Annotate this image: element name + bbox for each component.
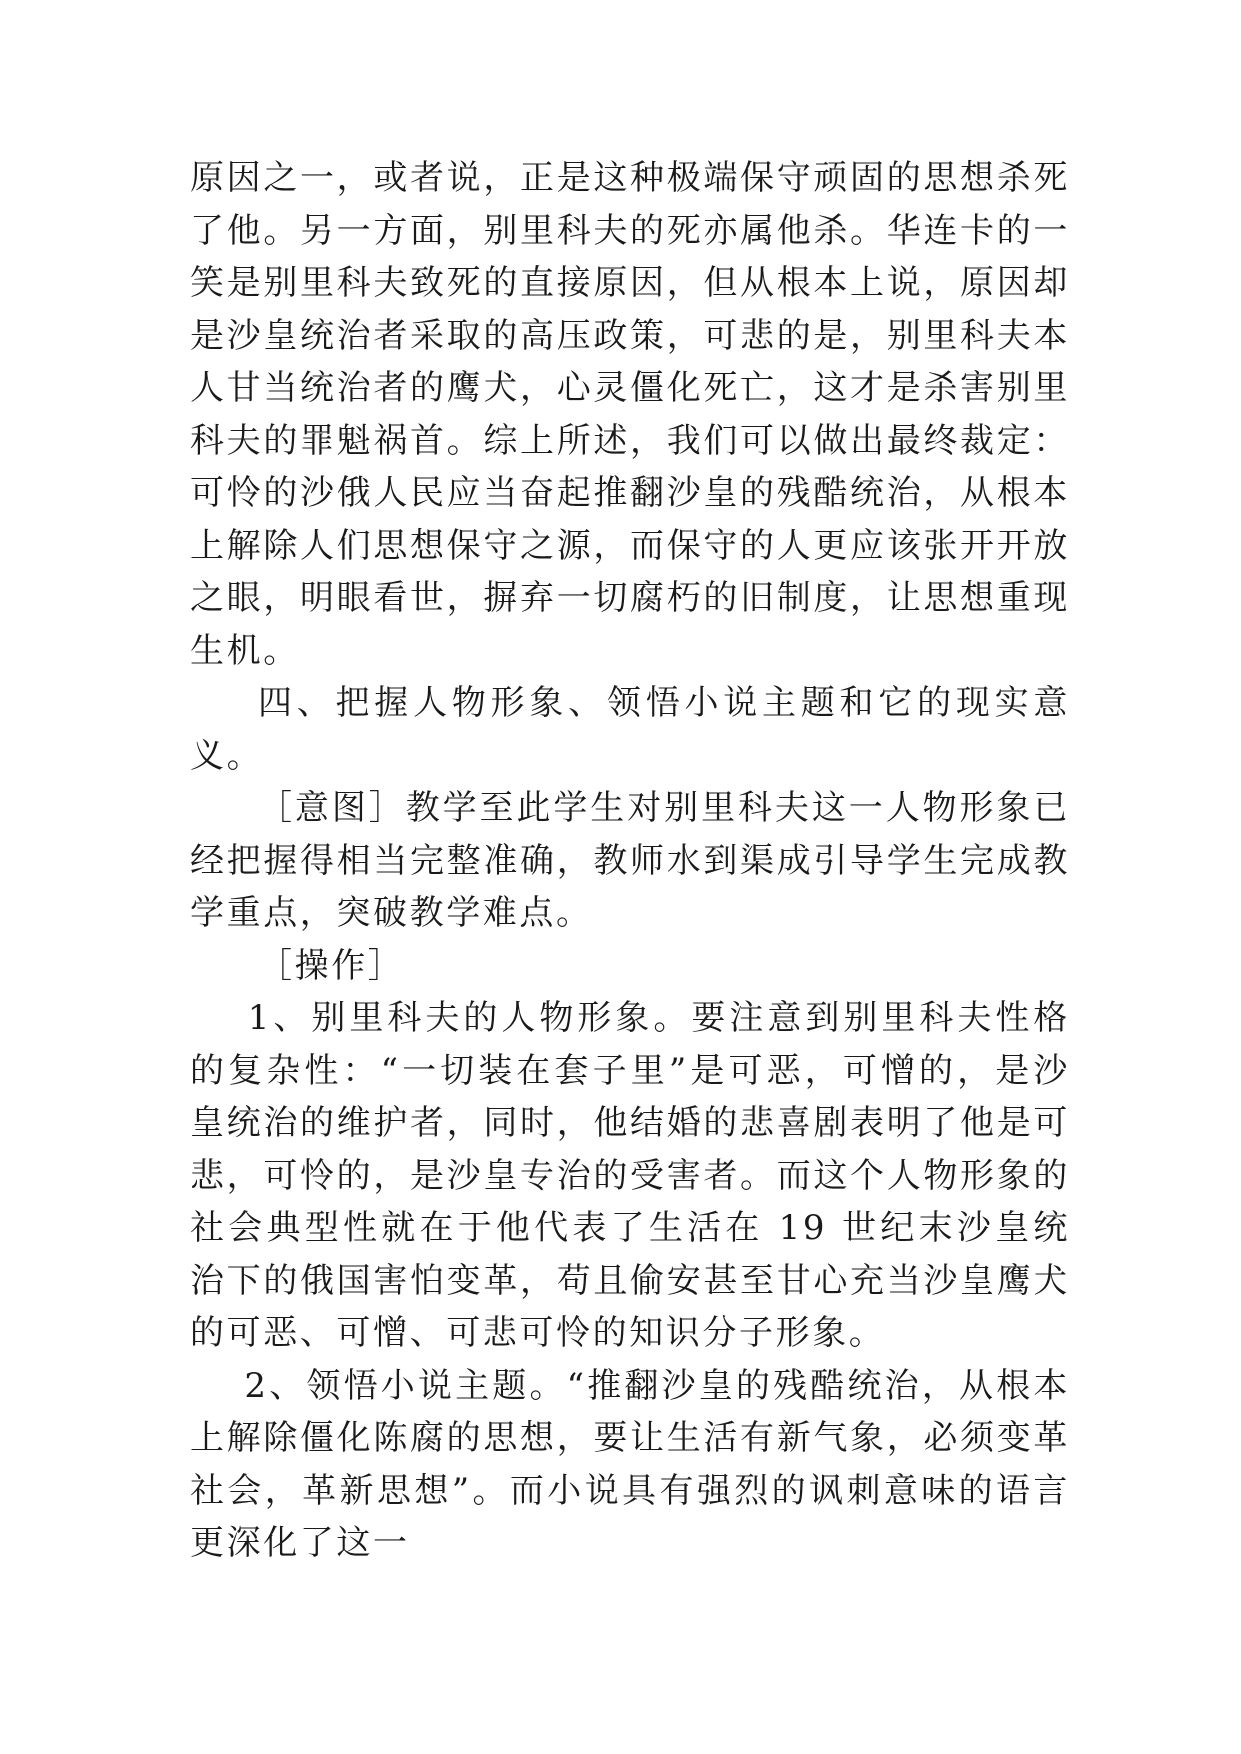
- paragraph-character-image: 1、别里科夫的人物形象。要注意到别里科夫性格的复杂性：“一切装在套子里”是可恶，可憎的，是沙皇统治的维护者，同时，他结婚的悲喜剧表明了他是可悲，可怜的，是沙皇专治的受害者。而这个人物形象的社会典型性就在于他代表了生活在 19 世纪末沙皇统治下的俄国害怕变革，苟且偷安甚至甘心充当沙皇鹰犬的可恶、可憎、可悲可怜的知识分子形象。: [190, 998, 1070, 1353]
- document-body: [190, 152, 1070, 1570]
- section-heading-four: 四、把握人物形象、领悟小说主题和它的现实意义。: [190, 683, 1070, 776]
- paragraph-conclusion: 原因之一，或者说，正是这种极端保守顽固的思想杀死了他。另一方面，别里科夫的死亦属他杀。华连卡的一笑是别里科夫致死的直接原因，但从根本上说，原因却是沙皇统治者采取的高压政策，可悲的是，别里科夫本人甘当统治者的鹰犬，心灵僵化死亡，这才是杀害别里科夫的罪魁祸首。综上所述，我们可以做出最终裁定：可怜的沙俄人民应当奋起推翻沙皇的残酷统治，从根本上解除人们思想保守之源，而保守的人更应该张开开放之眼，明眼看世，摒弃一切腐朽的旧制度，让思想重现生机。: [190, 158, 1070, 671]
- paragraph-operation-label: ［操作］: [258, 945, 405, 986]
- paragraph-theme: 2、领悟小说主题。“推翻沙皇的残酷统治，从根本上解除僵化陈腐的思想，要让生活有新气象，必须变革社会，革新思想”。而小说具有强烈的讽刺意味的语言更深化了这一: [190, 1365, 1070, 1563]
- paragraph-intent: ［意图］教学至此学生对别里科夫这一人物形象已经把握得相当完整准确，教师水到渠成引导学生完成教学重点，突破教学难点。: [190, 788, 1070, 933]
